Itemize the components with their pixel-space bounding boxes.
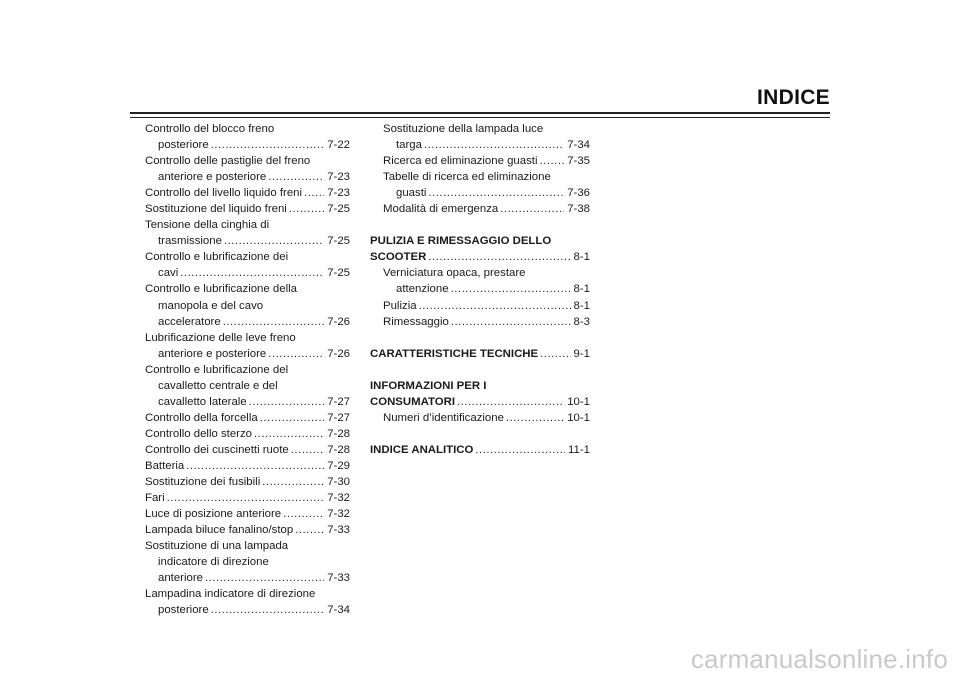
toc-entry-page: 7-27 [327, 395, 350, 408]
toc-entry [145, 217, 350, 233]
toc-entry [145, 474, 350, 490]
toc-entry-page: 9-1 [573, 347, 590, 360]
header-rule-thick [130, 112, 830, 114]
toc-entry-title: indicatore di direzione [158, 556, 269, 569]
toc-leader-dots [268, 169, 324, 185]
toc-entry [370, 442, 590, 458]
toc-entry [145, 330, 350, 346]
toc-entry-title: anteriore e posteriore [158, 171, 267, 184]
toc-entry-page: 7-25 [327, 203, 350, 216]
toc-entry [145, 426, 350, 442]
toc-entry-title: Controllo del livello liquido freni [145, 187, 303, 200]
toc-leader-dots [186, 458, 324, 474]
toc-spacer [370, 362, 590, 378]
toc-entry-page: 7-28 [327, 427, 350, 440]
toc-leader-dots [428, 249, 570, 265]
toc-entry-page: 7-23 [327, 187, 350, 200]
toc-entry-page: 7-30 [327, 476, 350, 489]
toc-entry-page: 7-34 [327, 604, 350, 617]
toc-leader-dots [540, 346, 570, 362]
toc-entry [145, 153, 350, 169]
toc-entry [145, 314, 350, 330]
toc-leader-dots [500, 201, 564, 217]
toc-entry-title: trasmissione [158, 235, 222, 248]
toc-leader-dots [289, 201, 324, 217]
toc-entry [145, 121, 350, 137]
toc-entry-page: 8-1 [573, 299, 590, 312]
toc-entry [145, 570, 350, 586]
toc-entry [145, 185, 350, 201]
toc-entry-title: Tensione della cinghia di [145, 219, 270, 232]
toc-entry-title: Lampada biluce fanalino/stop [145, 524, 294, 537]
toc-spacer [370, 426, 590, 442]
toc-entry [370, 410, 590, 426]
toc-entry [145, 281, 350, 297]
toc-entry [145, 346, 350, 362]
toc-leader-dots [211, 137, 325, 153]
toc-entry-page: 7-38 [567, 203, 590, 216]
toc-entry [370, 378, 590, 394]
toc-entry-title: Controllo e lubrificazione della [145, 283, 297, 296]
toc-entry-title: Sostituzione dei fusibili [145, 476, 261, 489]
toc-entry [145, 265, 350, 281]
toc-entry [145, 298, 350, 314]
toc-entry [145, 458, 350, 474]
toc-entry-title: posteriore [158, 604, 209, 617]
toc-entry [370, 346, 590, 362]
toc-leader-dots [224, 233, 324, 249]
toc-leader-dots [451, 281, 571, 297]
toc-entry [145, 233, 350, 249]
toc-entry-page: 7-34 [567, 139, 590, 152]
toc-entry-title: Controllo dei cuscinetti ruote [145, 443, 289, 456]
toc-entry-title: CARATTERISTICHE TECNICHE [370, 347, 539, 360]
toc-entry [145, 201, 350, 217]
toc-entry [145, 538, 350, 554]
toc-leader-dots [254, 426, 324, 442]
toc-entry-title: guasti [396, 187, 427, 200]
toc-entry-title: PULIZIA E RIMESSAGGIO DELLO [370, 235, 552, 248]
toc-left-column [145, 121, 350, 618]
toc-entry [145, 522, 350, 538]
toc-leader-dots [451, 314, 571, 330]
toc-entry-title: targa [396, 139, 422, 152]
toc-entry-title: cavalletto centrale e del [158, 379, 278, 392]
toc-entry-page: 7-32 [327, 492, 350, 505]
toc-entry-page: 7-29 [327, 459, 350, 472]
toc-entry-title: Controllo del blocco freno [145, 123, 275, 135]
toc-leader-dots [167, 490, 325, 506]
page-title: INDICE [757, 86, 830, 109]
toc-leader-dots [506, 410, 564, 426]
toc-spacer [370, 217, 590, 233]
toc-entry [145, 362, 350, 378]
toc-entry-title: Controllo e lubrificazione dei [145, 251, 289, 264]
toc-entry-title: Rimessaggio [383, 315, 449, 328]
toc-entry-title: CONSUMATORI [370, 395, 456, 408]
toc-entry [370, 265, 590, 281]
toc-entry-title: Lubrificazione delle leve freno [145, 331, 296, 344]
toc-entry-page: 7-23 [327, 171, 350, 184]
toc-leader-dots [424, 137, 564, 153]
toc-leader-dots [260, 410, 324, 426]
toc-entry-title: Fari [145, 492, 165, 505]
toc-entry-page: 7-25 [327, 235, 350, 248]
toc-entry [370, 314, 590, 330]
toc-entry-page: 7-28 [327, 443, 350, 456]
toc-entry-title: cavi [158, 267, 179, 280]
toc-leader-dots [283, 506, 324, 522]
toc-leader-dots [205, 570, 324, 586]
toc-entry [370, 201, 590, 217]
toc-entry-title: Lampadina indicatore di direzione [145, 588, 316, 601]
toc-entry-page: 7-35 [567, 155, 590, 168]
toc-entry-title: Numeri d’identificazione [383, 411, 504, 424]
toc-entry [370, 298, 590, 314]
toc-spacer [370, 330, 590, 346]
toc-leader-dots [457, 394, 564, 410]
toc-entry-page: 7-33 [327, 524, 350, 537]
toc-entry-title: Controllo e lubrificazione del [145, 363, 289, 376]
header-rule-thin [130, 117, 830, 118]
toc-entry-page: 8-3 [573, 315, 590, 328]
toc-entry-title: Controllo dello sterzo [145, 427, 252, 440]
toc-entry [145, 410, 350, 426]
toc-entry-page: 8-1 [573, 251, 590, 264]
toc-entry-title: Batteria [145, 459, 185, 472]
toc-entry [145, 137, 350, 153]
toc-entry-page: 7-33 [327, 572, 350, 585]
toc-entry-title: Modalità di emergenza [383, 203, 499, 216]
toc-entry-page: 7-26 [327, 347, 350, 360]
toc-entry-page: 10-1 [567, 395, 590, 408]
toc-entry-page: 7-27 [327, 411, 350, 424]
toc-right-column [370, 121, 590, 458]
toc-leader-dots [268, 346, 324, 362]
toc-entry [370, 153, 590, 169]
toc-entry-page: 7-26 [327, 315, 350, 328]
toc-entry [145, 442, 350, 458]
toc-entry-title: Controllo della forcella [145, 411, 258, 424]
toc-entry-title: INDICE ANALITICO [370, 443, 474, 456]
toc-leader-dots [291, 442, 324, 458]
toc-leader-dots [428, 185, 564, 201]
toc-entry [370, 137, 590, 153]
watermark-text: carmanualsonline.info [690, 644, 948, 674]
toc-entry-title: Tabelle di ricerca ed eliminazione [383, 171, 551, 184]
toc-leader-dots [180, 265, 324, 281]
toc-entry [145, 586, 350, 602]
toc-entry [370, 249, 590, 265]
toc-entry-title: acceleratore [158, 315, 221, 328]
toc-entry-title: Verniciatura opaca, prestare [383, 267, 526, 280]
toc-entry-title: Controllo delle pastiglie del freno [145, 155, 311, 168]
toc-entry-page: 7-32 [327, 508, 350, 521]
toc-entry-page: 8-1 [573, 283, 590, 296]
toc-entry-title: anteriore [158, 572, 203, 585]
toc-entry-page: 7-36 [567, 187, 590, 200]
toc-entry-title: Sostituzione della lampada luce [383, 123, 544, 135]
toc-entry [145, 554, 350, 570]
toc-leader-dots [262, 474, 324, 490]
toc-leader-dots [540, 153, 565, 169]
toc-entry-title: INFORMAZIONI PER I [370, 379, 487, 392]
toc-entry-title: cavalletto laterale [158, 395, 247, 408]
toc-entry [145, 249, 350, 265]
toc-leader-dots [295, 522, 324, 538]
toc-entry [145, 378, 350, 394]
toc-leader-dots [249, 394, 325, 410]
toc-entry-title: Pulizia [383, 299, 417, 312]
toc-leader-dots [419, 298, 571, 314]
toc-entry [145, 602, 350, 618]
toc-entry-title: Ricerca ed eliminazione guasti [383, 155, 538, 168]
toc-entry-page: 7-25 [327, 267, 350, 280]
toc-entry-title: Luce di posizione anteriore [145, 508, 282, 521]
toc-entry [370, 281, 590, 297]
toc-entry-title: manopola e del cavo [158, 299, 264, 312]
toc-entry [370, 169, 590, 185]
toc-entry-title: attenzione [396, 283, 449, 296]
toc-entry [370, 185, 590, 201]
toc-entry-page: 11-1 [568, 443, 590, 456]
toc-entry-title: Sostituzione del liquido freni [145, 203, 287, 216]
toc-leader-dots [211, 602, 325, 618]
toc-entry-title: anteriore e posteriore [158, 347, 267, 360]
toc-leader-dots [475, 442, 565, 458]
toc-entry-title: Sostituzione di una lampada [145, 540, 289, 553]
toc-entry-title: posteriore [158, 139, 209, 152]
toc-entry [370, 233, 590, 249]
toc-entry-title: SCOOTER [370, 251, 427, 264]
toc-entry [370, 394, 590, 410]
toc-entry [370, 121, 590, 137]
toc-leader-dots [223, 314, 325, 330]
toc-entry [145, 394, 350, 410]
toc-entry-page: 7-22 [327, 139, 350, 152]
toc-entry [145, 169, 350, 185]
toc-entry [145, 506, 350, 522]
toc-entry-page: 10-1 [567, 411, 590, 424]
toc-entry [145, 490, 350, 506]
toc-leader-dots [304, 185, 324, 201]
